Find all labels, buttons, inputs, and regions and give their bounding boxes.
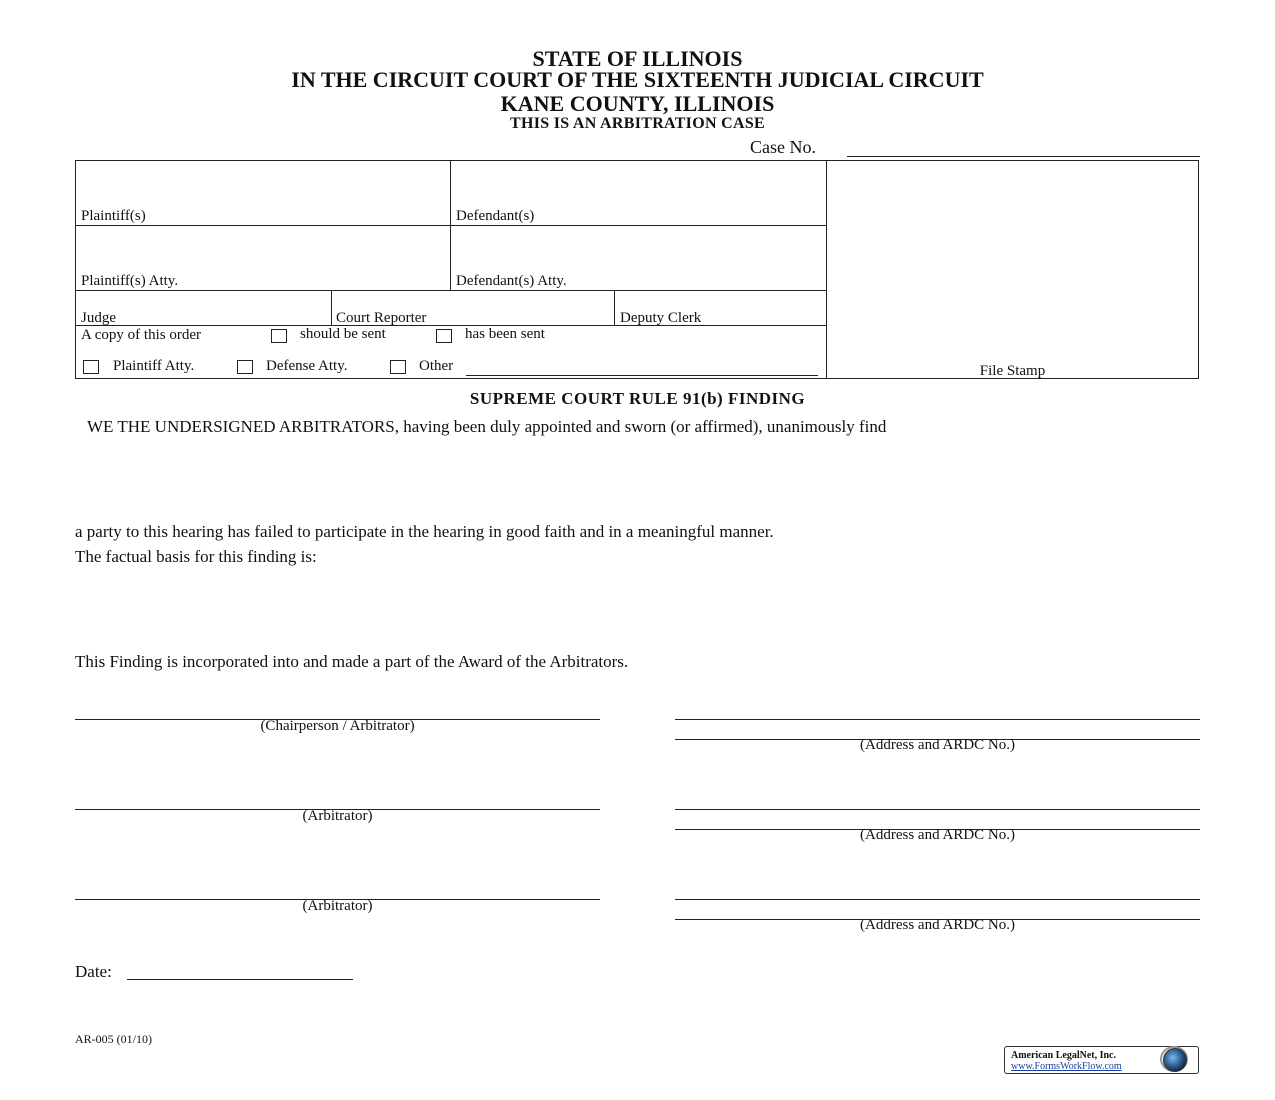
file-stamp-label: File Stamp — [979, 363, 1046, 379]
row-divider-3 — [76, 325, 826, 326]
file-stamp-box — [827, 161, 1198, 378]
plaintiffs-atty-field[interactable] — [76, 226, 450, 290]
arbitrator-2-caption: (Arbitrator) — [302, 808, 373, 824]
defendants-field[interactable] — [451, 161, 826, 225]
defense-atty-checkbox[interactable] — [237, 360, 253, 374]
header-case-type: THIS IS AN ARBITRATION CASE — [510, 115, 765, 132]
address-3-caption: (Address and ARDC No.) — [860, 917, 1015, 933]
factual-basis-label: The factual basis for this finding is: — [75, 547, 317, 566]
plaintiff-atty-label: Plaintiff Atty. — [113, 358, 195, 374]
case-no-field[interactable] — [847, 156, 1200, 157]
globe-icon — [1163, 1048, 1187, 1072]
logo-company-name: American LegalNet, Inc. — [1011, 1050, 1116, 1061]
judge-field[interactable] — [76, 291, 331, 325]
court-reporter-field[interactable] — [332, 291, 614, 325]
other-field[interactable] — [466, 375, 818, 376]
factual-basis-area[interactable] — [75, 570, 1199, 648]
address-2-caption: (Address and ARDC No.) — [860, 827, 1015, 843]
other-label: Other — [419, 358, 454, 374]
defense-atty-label: Defense Atty. — [266, 358, 348, 374]
plaintiffs-label: Plaintiff(s) — [81, 208, 146, 224]
has-been-sent-label: has been sent — [465, 326, 545, 342]
arbitrator-3-caption: (Arbitrator) — [302, 898, 373, 914]
caption-table — [75, 160, 1199, 379]
defendants-label: Defendant(s) — [456, 208, 535, 224]
date-field[interactable] — [127, 979, 353, 980]
should-be-sent-label: should be sent — [300, 326, 386, 342]
case-no-label: Case No. — [750, 137, 816, 157]
header-state: STATE OF ILLINOIS — [532, 46, 743, 71]
judge-label: Judge — [81, 310, 116, 326]
header-county: KANE COUNTY, ILLINOIS — [500, 91, 775, 116]
court-reporter-label: Court Reporter — [336, 310, 427, 326]
address-2-line-a[interactable] — [675, 809, 1200, 810]
plaintiffs-field[interactable] — [76, 161, 450, 225]
publisher-logo[interactable] — [1004, 1046, 1199, 1074]
finding-party-area[interactable] — [75, 442, 1199, 516]
logo-url-link[interactable]: www.FormsWorkFlow.com — [1011, 1061, 1122, 1072]
incorporated-text: This Finding is incorporated into and made a part of the Award of the Arbitrators. — [75, 652, 629, 671]
header-court: IN THE CIRCUIT COURT OF THE SIXTEENTH JUDICIAL CIRCUIT — [291, 67, 984, 92]
address-1-caption: (Address and ARDC No.) — [860, 737, 1015, 753]
deputy-clerk-label: Deputy Clerk — [620, 310, 702, 326]
deputy-clerk-field[interactable] — [615, 291, 826, 325]
defendants-atty-field[interactable] — [451, 226, 826, 290]
finding-intro: WE THE UNDERSIGNED ARBITRATORS, having been duly appointed and sworn (or affirmed), unanimously find — [87, 417, 887, 436]
finding-party-failed: a party to this hearing has failed to participate in the hearing in good faith and in a meaningful manner. — [75, 522, 774, 541]
should-be-sent-checkbox[interactable] — [271, 329, 287, 343]
other-checkbox[interactable] — [390, 360, 406, 374]
finding-title: SUPREME COURT RULE 91(b) FINDING — [469, 389, 806, 408]
has-been-sent-checkbox[interactable] — [436, 329, 452, 343]
copy-order-label: A copy of this order — [81, 327, 201, 343]
date-label: Date: — [75, 962, 112, 981]
plaintiffs-atty-label: Plaintiff(s) Atty. — [81, 273, 179, 289]
plaintiff-atty-checkbox[interactable] — [83, 360, 99, 374]
form-code: AR-005 (01/10) — [75, 1032, 152, 1046]
address-3-line-a[interactable] — [675, 899, 1200, 900]
address-1-line-a[interactable] — [675, 719, 1200, 720]
defendants-atty-label: Defendant(s) Atty. — [456, 273, 567, 289]
chair-caption: (Chairperson / Arbitrator) — [260, 718, 415, 734]
